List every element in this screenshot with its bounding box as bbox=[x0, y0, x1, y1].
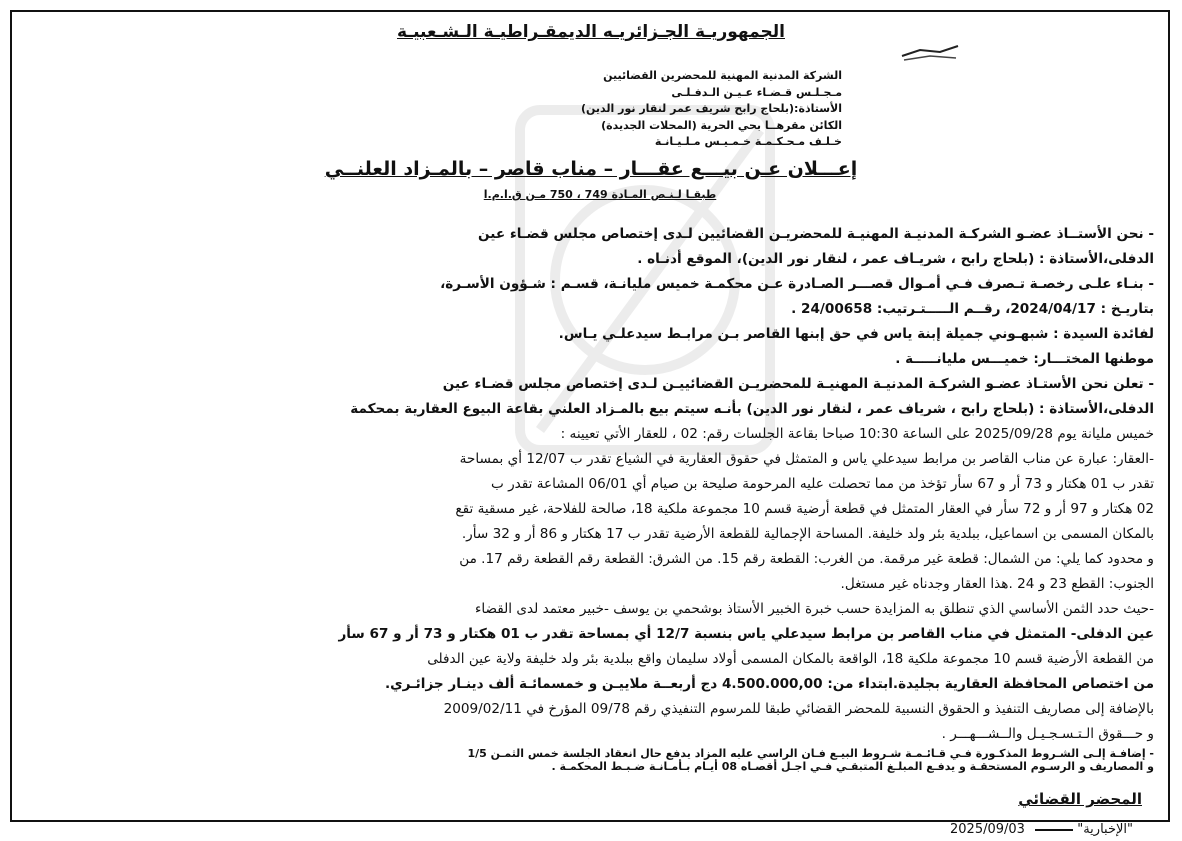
office-line-4: الكائن مقرهــا بحي الحرية (المحلات الجديدة) bbox=[601, 118, 842, 132]
body-line: من القطعة الأرضية قسم 10 مجموعة ملكية 18، الواقعة بالمكان المسمى أولاد سليمان واقع ببلدية بئر ولد خليفة ولاية عين الدفلى bbox=[427, 651, 1154, 667]
office-line-3: الأستاذة:(بلحاج رابح شريف عمر لنقار نور الدين) bbox=[580, 102, 842, 115]
body-line: - نحن الأستــاذ عضـو الشركـة المدنيـة المهنيـة للمحضريـن القضائيين لـدى إختصاص مجلس قضـاء عين bbox=[478, 226, 1154, 242]
republic-heading: الجمهوريـة الجـزائريـه الديمقـراطيـة الـشـعبيـة bbox=[397, 22, 785, 42]
announcement-body bbox=[26, 222, 1154, 773]
body-line: 02 هكتار و 97 أر و 72 سأر في العقار المتمثل في قطعة أرضية قسم 10 مجموعة ملكية 18، صالحة للفلاحة، غير مسقية تقع bbox=[455, 501, 1154, 517]
body-line: تقدر ب 01 هكتار و 73 أر و 67 سأر تؤخذ من مما تحصلت عليه المرحومة صليحة بن صيام أي 06/01 المشاعة تقدر ب bbox=[490, 476, 1154, 492]
body-line: بالمكان المسمى بن اسماعيل، ببلدية بئر ولد خليفة. المساحة الإجمالية للقطعة الأرضية تقدر ب 17 هكتار و 86 أر و 32 سأر. bbox=[461, 526, 1154, 542]
body-line: عين الدفلى- المتمثل في مناب القاصر بن مرابط سيدعلي ياس بنسبة 12/7 أي بمساحة تقدر ب 01 هكتار و 73 أر و 67 سأر bbox=[338, 626, 1154, 642]
footer-newspaper: "الإخبارية" bbox=[1077, 822, 1133, 837]
body-line: - بنـاء علـى رخصـة تـصرف فـي أمـوال قصـــر الصـادرة عـن محكمـة خميس مليانـة، قسـم : شـؤون الأسـرة، bbox=[440, 276, 1154, 292]
body-line: الدفلى،الأستاذة : (بلحاج رابح ، شرياف عمر ، لنقار نور الدين) بأنـه سيتم بيع بالمـزاد العلني بقاعة البيوع العقارية بمحكمة bbox=[350, 401, 1154, 417]
announcement-title: إعـــلان عـن بيـــع عقـــار – مناب قاصر – بالمـزاد العلنــي bbox=[324, 158, 858, 180]
closing-line: - إضافـة إلـى الشـروط المذكـورة فـي قـائـمـة شـروط البيـع فـان الراسي عليه المزاد يدفع حال انعقاد الجلسة خمس الثمـن 1/5 bbox=[467, 747, 1154, 760]
body-line: لفائدة السيدة : شبهـوني جميلة إبنة ياس في حق إبنها القاصر بـن مرابـط سيدعلـي يـاس. bbox=[558, 326, 1154, 342]
office-seal bbox=[900, 42, 960, 64]
office-line-1: الشركة المدنية المهنية للمحضرين القضائيين bbox=[603, 69, 842, 82]
body-line: بتاريـخ : 2024/04/17، رقــم الـــــتـرتيب: 24/00658 . bbox=[791, 301, 1154, 317]
body-line: الجنوب: القطع 23 و 24 .هذا العقار وجدناه غير مستغل. bbox=[840, 576, 1154, 592]
body-line: و محدود كما يلي: من الشمال: قطعة غير مرقمة. من الغرب: القطعة رقم 15. من الشرق: القطعة رقم القطعة رقم 17. من bbox=[459, 551, 1154, 567]
body-line: من اختصاص المحافظة العقارية بجليدة.ابتداء من: 4.500.000,00 دج أربعــة ملاييـن و خمسمائـة ألف دينـار جزائـري. bbox=[384, 676, 1154, 692]
body-line: الدفلى،الأستاذة : (بلحاج رابح ، شريـاف عمر ، لنقار نور الدين)، الموقع أدنـاه . bbox=[637, 251, 1154, 267]
footer-dash bbox=[1035, 829, 1073, 831]
body-line: خميس مليانة يوم 2025/09/28 على الساعة 10:30 صباحا بقاعة الجلسات رقم: 02 ، للعقار الأتي تعيينه : bbox=[560, 426, 1154, 442]
body-line: موطنها المختـــار: خميـــس مليانـــــة . bbox=[895, 351, 1154, 367]
body-line: - تعلن نحن الأستـاذ عضـو الشركـة المدنيـة المهنيـة للمحضريـن القضائييـن لـدى إختصاص مجلس قضـاء عين bbox=[442, 376, 1154, 392]
body-line: بالإضافة إلى مصاريف التنفيذ و الحقوق النسبية للمحضر القضائي طبقا للمرسوم التنفيذي رقم 09/78 المؤرخ في 2009/02/11 bbox=[443, 701, 1154, 717]
body-line: -حيث حدد الثمن الأساسي الذي تنطلق به المزايدة حسب خبرة الخبير الأستاذ بوشحمي بن يوسف -خبير معتمد لدى القضاء bbox=[474, 601, 1154, 617]
office-line-5: خـلـف مـحـكـمـة خـمـيـس مـلـيـانـة bbox=[654, 135, 842, 148]
legal-reference: طبقـا لـنـص المـادة 749 ، 750 مـن ق.ا.م.ا bbox=[483, 188, 717, 201]
body-line: -العقار: عبارة عن مناب القاصر بن مرابط سيدعلي ياس و المتمثل في حقوق العقارية في الشياع تقدر ب 12/07 أي بمساحة bbox=[459, 451, 1154, 467]
body-line: و حـــقوق الـتـسـجـيـل والــشـــهـــر . bbox=[941, 726, 1154, 742]
footer-source bbox=[950, 822, 1133, 837]
office-header bbox=[581, 68, 842, 151]
closing-line: و المصاريف و الرسـوم المستحقـة و يدفـع المبلـغ المتبقـي فـي اجـل أقصـاه 08 أيـام بـأمـانـة ضـبـط المحكمـة . bbox=[551, 760, 1154, 773]
footer-date: 2025/09/03 bbox=[950, 822, 1025, 837]
office-line-2: مـجـلـس قـضـاء عـيـن الـدفـلـى bbox=[671, 85, 842, 99]
bailiff-signature-label: المحضر القضائي bbox=[1018, 790, 1142, 808]
